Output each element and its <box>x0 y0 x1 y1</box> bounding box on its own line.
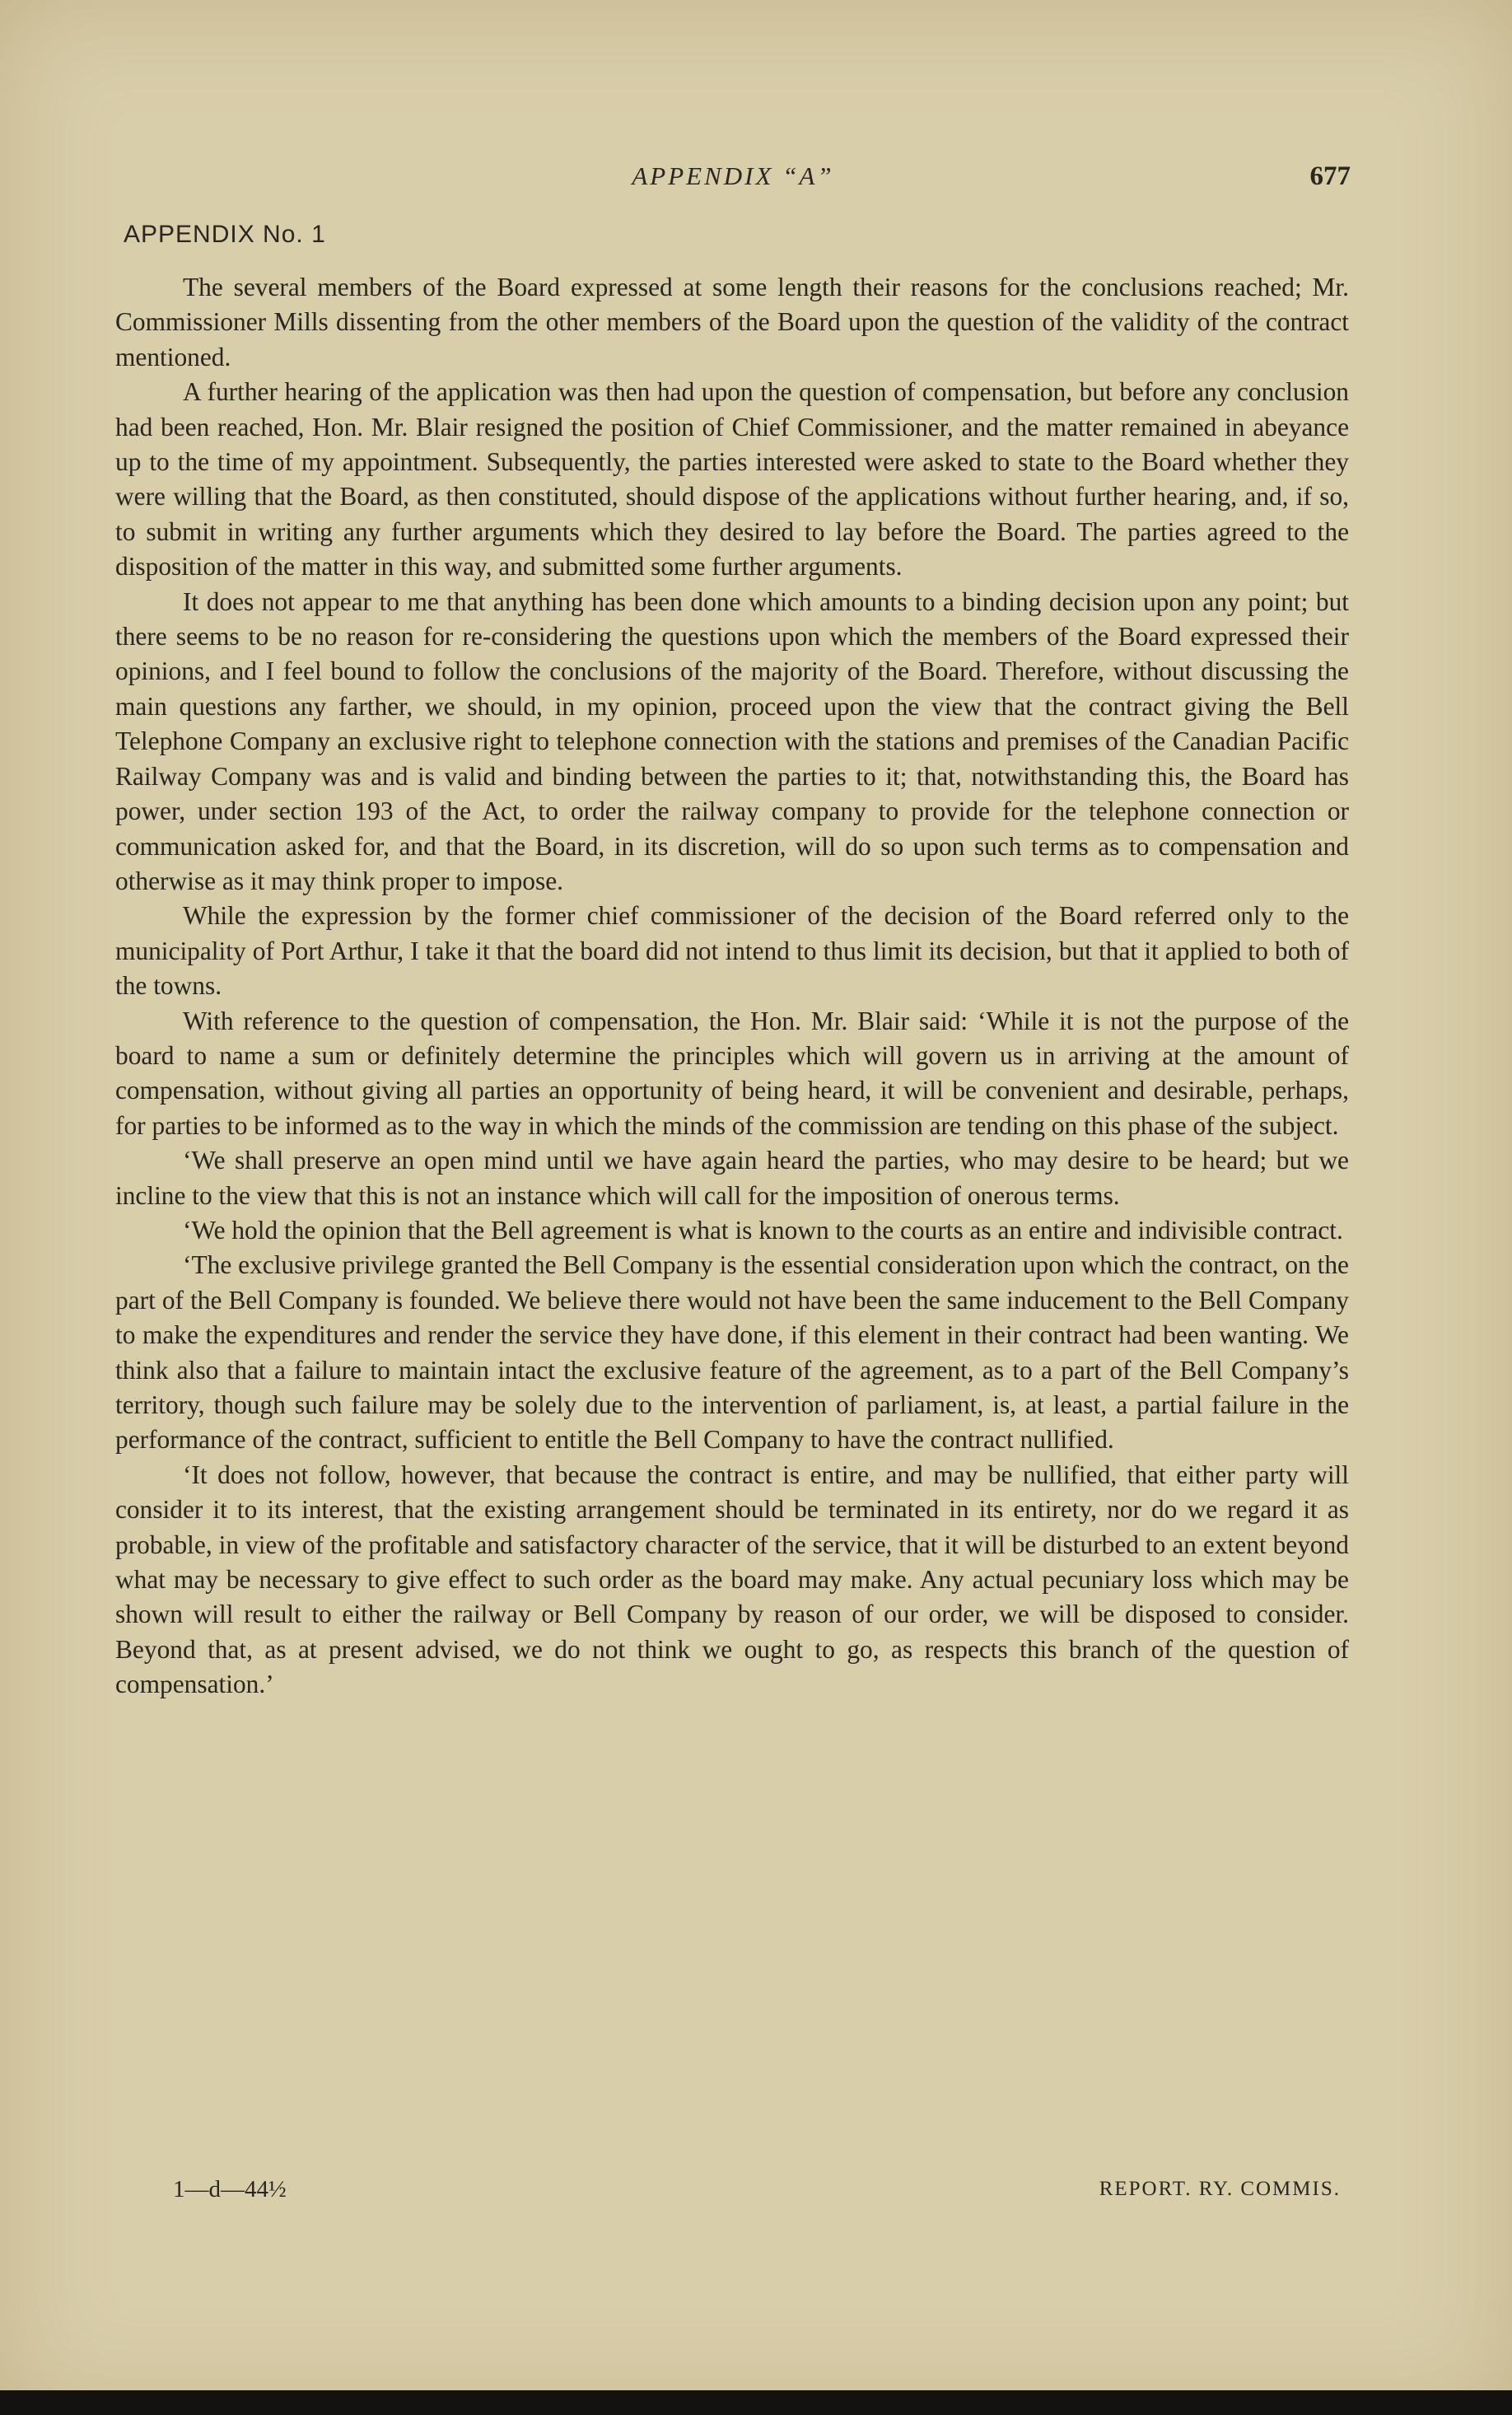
paragraph: A further hearing of the application was then had upon the question of compensation, but before any conclusion had been reached, Hon. Mr. Blair resigned the position of Chief Commissioner, and the matter remained in abeyance up to the time of my appointment. Subsequently, the parties interested were asked to state to the Board whether they were willing that the Board, as then constituted, should dispose of the applications without further hearing, and, if so, to submit in writing any further arguments which they desired to lay before the Board. The parties agreed to the disposition of the matter in this way, and submitted some further arguments. <box>115 377 1349 582</box>
report-label: REPORT. RY. COMMIS. <box>1099 2178 1341 2200</box>
page-header <box>115 161 1351 203</box>
paragraph: While the expression by the former chief commissioner of the decision of the Board referred only to the municipality of Port Arthur, I take it that the board did not intend to thus limit its decision, but that it applied to both of the towns. <box>115 901 1349 1001</box>
body-text <box>115 270 1349 1703</box>
running-head: APPENDIX “A” <box>632 161 834 190</box>
printer-signature: 1—d—44½ <box>173 2176 287 2202</box>
paragraph: ‘It does not follow, however, that because the contract is entire, and may be nullified, that either party will consider it to its interest, that the existing arrangement should be terminated in its entirety, nor do we regard it as probable, in view of the profitable and satisfactory character of the service, that it will be disturbed to an extent beyond what may be necessary to give effect to such order as the board may make. Any actual pecuniary loss which may be shown will result to either the railway or Bell Company by reason of our order, we will be disposed to consider. Beyond that, as at present advised, we do not think we ought to go, as respects this branch of the question of compensation.’ <box>115 1460 1349 1699</box>
paragraph: It does not appear to me that anything has been done which amounts to a binding decision upon any point; but there seems to be no reason for re-considering the questions upon which the members of the Board expressed their opinions, and I feel bound to follow the conclusions of the majority of the Board. Therefore, without discussing the main questions any farther, we should, in my opinion, proceed upon the view that the contract giving the Bell Telephone Company an exclusive right to telephone connection with the stations and premises of the Canadian Pacific Railway Company was and is valid and binding between the parties to it; that, notwithstanding this, the Board has power, under section 193 of the Act, to order the railway company to provide for the telephone connection or communication asked for, and that the Board, in its discretion, will do so upon such terms as to compensation and otherwise as it may think proper to impose. <box>115 586 1349 895</box>
page-number: 677 <box>1309 161 1351 191</box>
paragraph: ‘The exclusive privilege granted the Bell Company is the essential consideration upon which the contract, on the part of the Bell Company is founded. We believe there would not have been the same inducement to the Bell Company to make the expenditures and render the service they have done, if this element in their contract had been wanting. We think also that a failure to maintain intact the exclusive feature of the agreement, as to a part of the Bell Company’s territory, though such failure may be solely due to the intervention of parliament, is, at least, a partial failure in the performance of the contract, sufficient to entitle the Bell Company to have the contract nullified. <box>115 1250 1349 1455</box>
scan-border <box>0 2390 1512 2415</box>
paragraph: ‘We hold the opinion that the Bell agreement is what is known to the courts as an entire and indivisible contract. <box>183 1215 1343 1245</box>
page-footer <box>173 2176 1341 2209</box>
appendix-label: APPENDIX No. 1 <box>124 221 326 248</box>
paragraph: With reference to the question of compensation, the Hon. Mr. Blair said: ‘While it is not the purpose of the board to name a sum or definitely determine the principles which will govern us in arriving at the amount of compensation, without giving all parties an opportunity of being heard, it will be convenient and desirable, perhaps, for parties to be informed as to the way in which the minds of the commission are tending on this phase of the subject. <box>115 1006 1349 1140</box>
paragraph: ‘We shall preserve an open mind until we have again heard the parties, who may desire to be heard; but we incline to the view that this is not an instance which will call for the imposition of onerous terms. <box>115 1146 1349 1210</box>
paragraph: The several members of the Board expressed at some length their reasons for the conclusions reached; Mr. Commissioner Mills dissenting from the other members of the Board upon the question of the validity of the contract mentioned. <box>115 273 1349 371</box>
